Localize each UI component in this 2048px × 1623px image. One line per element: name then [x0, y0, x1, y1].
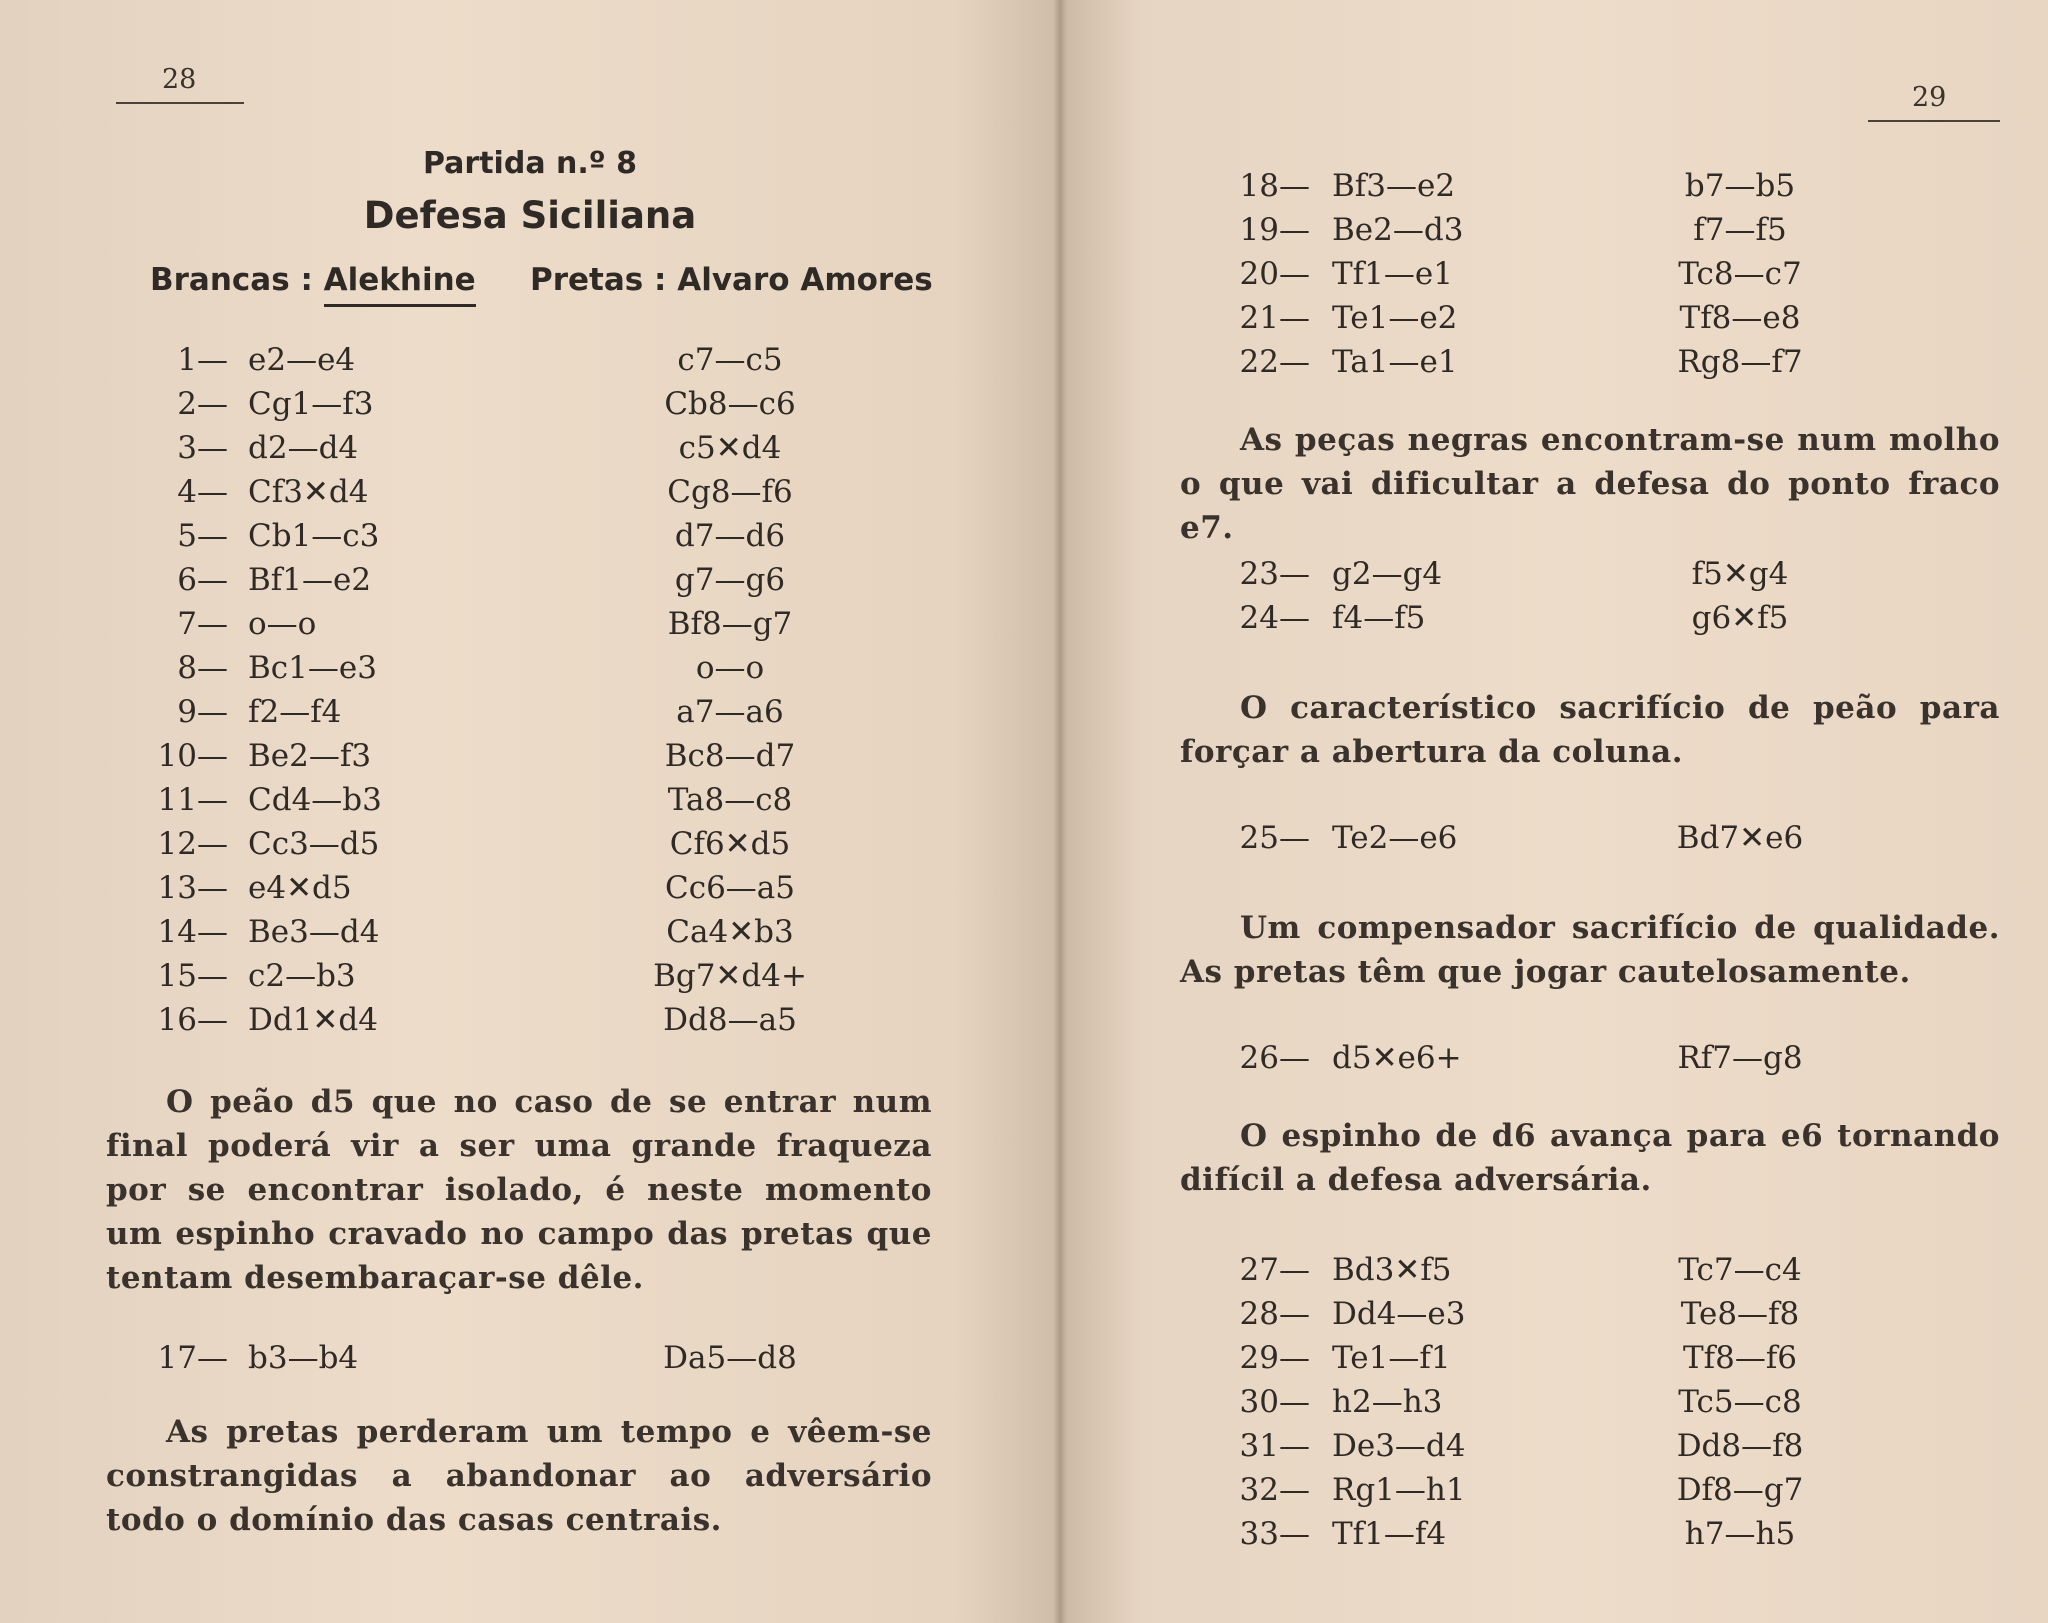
move-number: 10— — [157, 738, 228, 774]
black-label: Pretas : — [530, 262, 667, 298]
black-move: Df8—g7 — [1676, 1472, 1804, 1508]
white-move: De3—d4 — [1332, 1428, 1466, 1464]
move-row — [1060, 1036, 2048, 1080]
black-move: Ca4✕b3 — [666, 914, 794, 950]
move-row — [1060, 208, 2048, 252]
white-move: g2—g4 — [1332, 556, 1443, 592]
white-move: Cc3—d5 — [248, 826, 380, 862]
annotation-paragraph — [1180, 906, 2000, 994]
black-move: Cc6—a5 — [664, 870, 795, 906]
move-row — [1060, 1248, 2048, 1292]
move-number: 18— — [1239, 168, 1310, 204]
moves-table-25 — [1060, 816, 2048, 860]
black-move: Dd8—a5 — [663, 1002, 797, 1038]
white-move: Cd4—b3 — [248, 782, 382, 818]
white-move: f4—f5 — [1332, 600, 1426, 636]
move-row — [0, 558, 1060, 602]
black-players-line — [530, 262, 933, 298]
annotation-paragraph — [106, 1410, 932, 1542]
black-move: Ta8—c8 — [667, 782, 793, 818]
white-move: e2—e4 — [248, 342, 356, 378]
annotation-text: As pretas perderam um tempo e vêem-se constrangidas a abandonar ao adversário todo o domínio das casas centrais. — [106, 1414, 932, 1538]
black-move: f5✕g4 — [1691, 556, 1789, 592]
move-number: 12— — [157, 826, 228, 862]
move-number: 30— — [1239, 1384, 1310, 1420]
move-number: 14— — [157, 914, 228, 950]
moves-table-26 — [1060, 1036, 2048, 1080]
white-move: Rg1—h1 — [1332, 1472, 1466, 1508]
moves-table-1-16 — [0, 338, 1060, 1042]
move-number: 2— — [177, 386, 228, 422]
move-row — [0, 734, 1060, 778]
move-row — [0, 690, 1060, 734]
move-row — [0, 778, 1060, 822]
white-move: o—o — [248, 606, 317, 642]
move-row — [0, 998, 1060, 1042]
black-move: d7—d6 — [674, 518, 786, 554]
black-move: Da5—d8 — [663, 1340, 797, 1376]
move-row — [1060, 1468, 2048, 1512]
moves-table-17 — [0, 1336, 1060, 1380]
black-move: Bg7✕d4+ — [653, 958, 807, 994]
black-move: c5✕d4 — [678, 430, 782, 466]
white-move: d5✕e6+ — [1332, 1040, 1462, 1076]
move-number: 20— — [1239, 256, 1310, 292]
black-move: g7—g6 — [674, 562, 786, 598]
move-row — [1060, 816, 2048, 860]
move-number: 27— — [1239, 1252, 1310, 1288]
annotation-text: O espinho de d6 avança para e6 tornando difícil a defesa adversária. — [1180, 1118, 2000, 1198]
move-number: 11— — [157, 782, 228, 818]
move-number: 13— — [157, 870, 228, 906]
moves-table-23-24 — [1060, 552, 2048, 640]
move-row — [1060, 596, 2048, 640]
black-move: f7—f5 — [1693, 212, 1787, 248]
moves-table-18-22 — [1060, 164, 2048, 384]
white-move: Bc1—e3 — [248, 650, 377, 686]
move-number: 29— — [1239, 1340, 1310, 1376]
moves-table-27-33 — [1060, 1248, 2048, 1556]
move-number: 3— — [177, 430, 228, 466]
white-move: Te1—f1 — [1332, 1340, 1451, 1376]
page-number-rule — [1868, 120, 2000, 122]
move-number: 24— — [1239, 600, 1310, 636]
white-move: Bd3✕f5 — [1332, 1252, 1452, 1288]
move-row — [0, 866, 1060, 910]
black-move: b7—b5 — [1684, 168, 1796, 204]
move-row — [0, 954, 1060, 998]
right-page — [1060, 0, 2048, 1623]
move-row — [1060, 252, 2048, 296]
white-move: d2—d4 — [248, 430, 359, 466]
black-move: c7—c5 — [677, 342, 783, 378]
move-row — [0, 514, 1060, 558]
move-row — [1060, 1336, 2048, 1380]
black-move: Bd7✕e6 — [1676, 820, 1804, 856]
move-number: 31— — [1239, 1428, 1310, 1464]
white-move: b3—b4 — [248, 1340, 359, 1376]
move-row — [1060, 552, 2048, 596]
white-move: Tf1—f4 — [1332, 1516, 1447, 1552]
move-row — [0, 382, 1060, 426]
game-title: Partida n.º 8 — [423, 146, 637, 181]
white-player-name: Alekhine — [324, 262, 476, 307]
black-move: Tc7—c4 — [1678, 1252, 1802, 1288]
move-number: 17— — [157, 1340, 228, 1376]
move-row — [1060, 1292, 2048, 1336]
black-move: Cf6✕d5 — [669, 826, 791, 862]
white-move: f2—f4 — [248, 694, 342, 730]
black-player-name: Alvaro Amores — [677, 262, 933, 298]
black-move: Cb8—c6 — [664, 386, 796, 422]
black-move: a7—a6 — [676, 694, 784, 730]
black-move: Tf8—f6 — [1682, 1340, 1798, 1376]
black-move: Te8—f8 — [1680, 1296, 1800, 1332]
move-number: 19— — [1239, 212, 1310, 248]
annotation-text: As peças negras encontram-se num molho o que vai dificultar a defesa do ponto fraco e7. — [1180, 422, 2000, 546]
move-number: 8— — [177, 650, 228, 686]
black-move: g6✕f5 — [1691, 600, 1789, 636]
white-move: c2—b3 — [248, 958, 356, 994]
white-move: Be2—f3 — [248, 738, 372, 774]
move-number: 7— — [177, 606, 228, 642]
black-move: Rg8—f7 — [1677, 344, 1803, 380]
move-number: 16— — [157, 1002, 228, 1038]
white-move: Be2—d3 — [1332, 212, 1464, 248]
move-number: 33— — [1239, 1516, 1310, 1552]
white-move: e4✕d5 — [248, 870, 352, 906]
white-move: Ta1—e1 — [1332, 344, 1458, 380]
white-move: h2—h3 — [1332, 1384, 1443, 1420]
move-number: 22— — [1239, 344, 1310, 380]
move-row — [1060, 340, 2048, 384]
move-number: 28— — [1239, 1296, 1310, 1332]
move-row — [0, 470, 1060, 514]
white-move: Dd1✕d4 — [248, 1002, 378, 1038]
move-number: 9— — [177, 694, 228, 730]
white-move: Te1—e2 — [1332, 300, 1458, 336]
black-move: Bc8—d7 — [664, 738, 796, 774]
white-move: Bf3—e2 — [1332, 168, 1456, 204]
move-number: 21— — [1239, 300, 1310, 336]
black-move: Rf7—g8 — [1677, 1040, 1803, 1076]
move-number: 32— — [1239, 1472, 1310, 1508]
black-move: h7—h5 — [1684, 1516, 1796, 1552]
black-move: Bf8—g7 — [667, 606, 793, 642]
page-number: 28 — [162, 64, 197, 95]
black-move: Dd8—f8 — [1676, 1428, 1804, 1464]
move-row — [0, 426, 1060, 470]
annotation-paragraph — [1180, 418, 2000, 550]
move-number: 6— — [177, 562, 228, 598]
book-gutter — [1053, 0, 1067, 1623]
move-number: 5— — [177, 518, 228, 554]
page-number: 29 — [1912, 82, 1947, 113]
white-move: Be3—d4 — [248, 914, 380, 950]
opening-title: Defesa Siciliana — [363, 194, 697, 237]
move-row — [0, 602, 1060, 646]
move-row — [0, 822, 1060, 866]
move-row — [0, 646, 1060, 690]
white-players-line — [150, 262, 476, 298]
white-move: Bf1—e2 — [248, 562, 372, 598]
move-row — [0, 338, 1060, 382]
white-move: Dd4—e3 — [1332, 1296, 1466, 1332]
move-number: 25— — [1239, 820, 1310, 856]
white-move: Cb1—c3 — [248, 518, 380, 554]
black-move: Tc5—c8 — [1678, 1384, 1802, 1420]
black-move: Tf8—e8 — [1679, 300, 1801, 336]
move-row — [1060, 1380, 2048, 1424]
move-number: 23— — [1239, 556, 1310, 592]
annotation-text: O característico sacrifício de peão para forçar a abertura da coluna. — [1180, 690, 2000, 770]
page-number-rule — [116, 102, 244, 104]
move-row — [1060, 164, 2048, 208]
move-row — [1060, 1424, 2048, 1468]
move-row — [0, 910, 1060, 954]
move-row — [1060, 1512, 2048, 1556]
annotation-paragraph — [1180, 1114, 2000, 1202]
annotation-paragraph — [106, 1080, 932, 1300]
black-move: Cg8—f6 — [667, 474, 793, 510]
white-move: Tf1—e1 — [1332, 256, 1453, 292]
move-row — [1060, 296, 2048, 340]
move-number: 26— — [1239, 1040, 1310, 1076]
white-move: Cg1—f3 — [248, 386, 374, 422]
annotation-text: Um compensador sacrifício de qualidade. As pretas têm que jogar cautelosamente. — [1180, 910, 2000, 990]
move-number: 15— — [157, 958, 228, 994]
white-move: Te2—e6 — [1332, 820, 1458, 856]
annotation-text: O peão d5 que no caso de se entrar num final poderá vir a ser uma grande fraqueza por se encontrar isolado, é neste momento um espinho cravado no campo das pretas que tentam desembaraçar-se dêle. — [106, 1084, 932, 1296]
black-move: o—o — [695, 650, 765, 686]
annotation-paragraph — [1180, 686, 2000, 774]
white-move: Cf3✕d4 — [248, 474, 369, 510]
move-row — [0, 1336, 1060, 1380]
move-number: 4— — [177, 474, 228, 510]
move-number: 1— — [177, 342, 228, 378]
black-move: Tc8—c7 — [1678, 256, 1802, 292]
white-label: Brancas : — [150, 262, 313, 298]
